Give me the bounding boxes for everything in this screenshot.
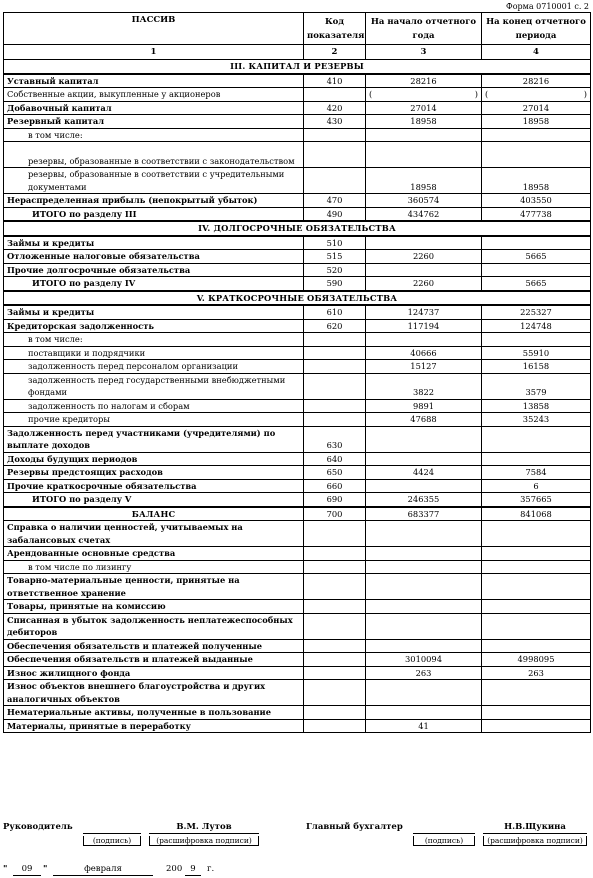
row-value-start [366, 521, 482, 547]
row-value-end [482, 547, 591, 561]
row-value-end: 225327 [482, 305, 591, 319]
table-row [4, 101, 591, 115]
row-code [304, 346, 366, 360]
row-value-end: 16158 [482, 360, 591, 374]
row-code: 620 [304, 319, 366, 333]
row-value-start: ( ) [366, 88, 482, 102]
row-value-end [482, 521, 591, 547]
section-title: IV. ДОЛГОСРОЧНЫЕ ОБЯЗАТЕЛЬСТВА [4, 221, 591, 236]
row-label: Обеспечения обязательств и платежей выданные [4, 653, 304, 667]
table-row [4, 493, 591, 507]
row-code: 420 [304, 101, 366, 115]
row-value-end [482, 236, 591, 250]
date-year-suffix: 9 [185, 864, 201, 876]
accountant-label: Главный бухгалтер [306, 822, 403, 832]
table-row [4, 250, 591, 264]
head-name: В.М. Лутов [149, 822, 259, 834]
row-label: Износ объектов внешнего благоустройства и других аналогичных объектов [4, 680, 304, 706]
row-value-end: 18958 [482, 168, 591, 194]
row-label: Добавочный капитал [4, 101, 304, 115]
date-quote-open: " [3, 864, 8, 874]
row-value-end: 357665 [482, 493, 591, 507]
row-value-start [366, 452, 482, 466]
row-label: резервы, образованные в соответствии с законодательством [4, 142, 304, 168]
row-code [304, 333, 366, 347]
table-row [4, 653, 591, 667]
row-code: 470 [304, 194, 366, 208]
section-title: III. КАПИТАЛ И РЕЗЕРВЫ [4, 60, 591, 74]
row-value-start [366, 560, 482, 574]
row-value-start: 28216 [366, 74, 482, 88]
row-code [304, 680, 366, 706]
header-n3: 3 [366, 45, 482, 60]
row-label: резервы, образованные в соответствии с учредительными документами [4, 168, 304, 194]
row-label: БАЛАНС [4, 507, 304, 521]
row-value-end: 55910 [482, 346, 591, 360]
row-code [304, 639, 366, 653]
table-row [4, 263, 591, 277]
row-label: в том числе: [4, 333, 304, 347]
row-value-start: 27014 [366, 101, 482, 115]
row-value-end [482, 263, 591, 277]
row-value-end [482, 128, 591, 142]
row-label: задолженность перед государственными внебюджетными фондами [4, 373, 304, 399]
row-value-start: 3010094 [366, 653, 482, 667]
header-number-row [4, 45, 591, 60]
row-label: Прочие долгосрочные обязательства [4, 263, 304, 277]
row-value-end: 6 [482, 479, 591, 493]
row-code: 650 [304, 466, 366, 480]
table-row [4, 194, 591, 208]
table-row [4, 168, 591, 194]
row-code [304, 706, 366, 720]
table-row [4, 574, 591, 600]
table-row [4, 479, 591, 493]
head-sign-line [83, 822, 141, 834]
row-label: Прочие краткосрочные обязательства [4, 479, 304, 493]
row-label: Справка о наличии ценностей, учитываемых на забалансовых счетах [4, 521, 304, 547]
row-label: Резервы предстоящих расходов [4, 466, 304, 480]
section-row [4, 221, 591, 236]
form-reference: Форма 0710001 с. 2 [506, 2, 589, 11]
row-code [304, 666, 366, 680]
table-row [4, 706, 591, 720]
row-value-start [366, 333, 482, 347]
row-label: Материалы, принятые в переработку [4, 719, 304, 733]
row-value-start: 124737 [366, 305, 482, 319]
table-row [4, 373, 591, 399]
date-day: 09 [13, 864, 41, 876]
row-value-start [366, 547, 482, 561]
table-row [4, 142, 591, 168]
row-value-start [366, 706, 482, 720]
row-value-start: 15127 [366, 360, 482, 374]
row-code: 700 [304, 507, 366, 521]
row-label: Собственные акции, выкупленные у акционеров [4, 88, 304, 102]
table-row [4, 666, 591, 680]
row-label: Обеспечения обязательств и платежей полученные [4, 639, 304, 653]
head-label: Руководитель [3, 822, 73, 832]
balance-table [3, 12, 591, 733]
table-row [4, 639, 591, 653]
row-code [304, 360, 366, 374]
row-code [304, 88, 366, 102]
row-value-end: 124748 [482, 319, 591, 333]
row-code: 590 [304, 277, 366, 291]
row-label: Нематериальные активы, полученные в пользование [4, 706, 304, 720]
date-quote-close: " [43, 864, 48, 874]
row-code [304, 653, 366, 667]
table-row [4, 413, 591, 427]
row-value-end: 3579 [482, 373, 591, 399]
row-value-end [482, 333, 591, 347]
date-month: февраля [53, 864, 153, 876]
row-label: ИТОГО по разделу III [4, 207, 304, 221]
row-value-start: 683377 [366, 507, 482, 521]
row-code: 515 [304, 250, 366, 264]
table-row [4, 452, 591, 466]
row-label: Списанная в убыток задолженность неплатежеспособных дебиторов [4, 613, 304, 639]
row-value-start: 3822 [366, 373, 482, 399]
row-label: поставщики и подрядчики [4, 346, 304, 360]
row-code: 410 [304, 74, 366, 88]
head-decode-caption: (расшифровка подписи) [149, 836, 259, 846]
row-value-start [366, 574, 482, 600]
row-label: ИТОГО по разделу V [4, 493, 304, 507]
date-g: г. [207, 864, 215, 874]
row-value-start [366, 236, 482, 250]
row-value-end: 7584 [482, 466, 591, 480]
table-row [4, 333, 591, 347]
row-value-start [366, 639, 482, 653]
row-value-end [482, 574, 591, 600]
row-code [304, 719, 366, 733]
row-code [304, 168, 366, 194]
row-code: 660 [304, 479, 366, 493]
accountant-name: Н.В.Щукина [483, 822, 587, 834]
table-row [4, 128, 591, 142]
row-value-start [366, 426, 482, 452]
table-row [4, 346, 591, 360]
table-row [4, 305, 591, 319]
table-row [4, 207, 591, 221]
table-row [4, 426, 591, 452]
section-title: V. КРАТКОСРОЧНЫЕ ОБЯЗАТЕЛЬСТВА [4, 291, 591, 306]
row-value-end: ( ) [482, 88, 591, 102]
row-label: Нераспределенная прибыль (непокрытый убыток) [4, 194, 304, 208]
row-value-start [366, 128, 482, 142]
row-label: в том числе по лизингу [4, 560, 304, 574]
row-code [304, 142, 366, 168]
row-label: Товарно-материальные ценности, принятые на ответственное хранение [4, 574, 304, 600]
row-value-end [482, 680, 591, 706]
row-value-end: 403550 [482, 194, 591, 208]
row-code [304, 613, 366, 639]
row-value-start: 246355 [366, 493, 482, 507]
row-value-start: 263 [366, 666, 482, 680]
row-value-start [366, 680, 482, 706]
row-value-end [482, 639, 591, 653]
row-label: Отложенные налоговые обязательства [4, 250, 304, 264]
row-value-start [366, 142, 482, 168]
row-value-end [482, 719, 591, 733]
header-code: Код показателя [304, 13, 366, 45]
row-value-end [482, 452, 591, 466]
section-row [4, 291, 591, 306]
row-code: 430 [304, 115, 366, 129]
row-value-start: 9891 [366, 399, 482, 413]
row-value-start: 40666 [366, 346, 482, 360]
table-row [4, 319, 591, 333]
table-row [4, 88, 591, 102]
row-value-end [482, 426, 591, 452]
table-row [4, 115, 591, 129]
row-code [304, 128, 366, 142]
row-code [304, 413, 366, 427]
row-value-end [482, 142, 591, 168]
row-value-end: 27014 [482, 101, 591, 115]
row-value-start: 4424 [366, 466, 482, 480]
row-value-end [482, 600, 591, 614]
accountant-decode-caption: (расшифровка подписи) [483, 836, 587, 846]
row-value-end [482, 560, 591, 574]
header-n4: 4 [482, 45, 591, 60]
row-value-start: 2260 [366, 250, 482, 264]
table-row [4, 613, 591, 639]
row-value-end: 841068 [482, 507, 591, 521]
header-passive: ПАССИВ [4, 13, 304, 45]
row-code [304, 600, 366, 614]
row-value-start: 434762 [366, 207, 482, 221]
table-row [4, 360, 591, 374]
table-row [4, 719, 591, 733]
row-value-end: 4998095 [482, 653, 591, 667]
row-code [304, 373, 366, 399]
row-code [304, 547, 366, 561]
row-code [304, 560, 366, 574]
header-row [4, 13, 591, 45]
row-code: 640 [304, 452, 366, 466]
row-value-start [366, 263, 482, 277]
accountant-sign-caption: (подпись) [413, 836, 475, 846]
row-code: 630 [304, 426, 366, 452]
row-label: Займы и кредиты [4, 236, 304, 250]
row-value-end: 5665 [482, 277, 591, 291]
row-label: Задолженность перед участниками (учредителями) по выплате доходов [4, 426, 304, 452]
row-label: Кредиторская задолженность [4, 319, 304, 333]
row-value-start: 2260 [366, 277, 482, 291]
table-row [4, 547, 591, 561]
row-code: 510 [304, 236, 366, 250]
header-start: На начало отчетного года [366, 13, 482, 45]
table-row [4, 236, 591, 250]
row-code [304, 574, 366, 600]
table-row [4, 560, 591, 574]
row-value-start: 117194 [366, 319, 482, 333]
row-value-end: 35243 [482, 413, 591, 427]
table-row [4, 466, 591, 480]
table-row [4, 277, 591, 291]
accountant-sign-line [413, 822, 475, 834]
row-label: задолженность по налогам и сборам [4, 399, 304, 413]
row-label: Уставный капитал [4, 74, 304, 88]
date-year-prefix: 200 [166, 864, 183, 874]
row-value-start: 47688 [366, 413, 482, 427]
row-value-start [366, 479, 482, 493]
row-value-start: 18958 [366, 168, 482, 194]
section-row [4, 60, 591, 74]
table-row [4, 521, 591, 547]
row-value-end: 5665 [482, 250, 591, 264]
row-code: 490 [304, 207, 366, 221]
header-n1: 1 [4, 45, 304, 60]
header-end: На конец отчетного периода [482, 13, 591, 45]
row-label: Арендованные основные средства [4, 547, 304, 561]
row-label: Износ жилищного фонда [4, 666, 304, 680]
row-code: 610 [304, 305, 366, 319]
row-value-start: 360574 [366, 194, 482, 208]
row-value-end: 263 [482, 666, 591, 680]
table-row [4, 74, 591, 88]
row-value-end: 477738 [482, 207, 591, 221]
row-code [304, 399, 366, 413]
row-code [304, 521, 366, 547]
row-value-end: 18958 [482, 115, 591, 129]
row-label: Займы и кредиты [4, 305, 304, 319]
row-label: в том числе: [4, 128, 304, 142]
row-label: Доходы будущих периодов [4, 452, 304, 466]
section-row [4, 507, 591, 521]
row-value-start [366, 613, 482, 639]
row-code: 690 [304, 493, 366, 507]
row-value-start [366, 600, 482, 614]
row-label: Товары, принятые на комиссию [4, 600, 304, 614]
header-n2: 2 [304, 45, 366, 60]
row-label: задолженность перед персоналом организации [4, 360, 304, 374]
row-value-end: 28216 [482, 74, 591, 88]
row-label: Резервный капитал [4, 115, 304, 129]
row-value-end [482, 706, 591, 720]
row-label: прочие кредиторы [4, 413, 304, 427]
row-value-end: 13858 [482, 399, 591, 413]
row-value-end [482, 613, 591, 639]
head-sign-caption: (подпись) [83, 836, 141, 846]
table-row [4, 399, 591, 413]
table-row [4, 680, 591, 706]
table-row [4, 600, 591, 614]
row-label: ИТОГО по разделу IV [4, 277, 304, 291]
row-code: 520 [304, 263, 366, 277]
row-value-start: 41 [366, 719, 482, 733]
row-value-start: 18958 [366, 115, 482, 129]
